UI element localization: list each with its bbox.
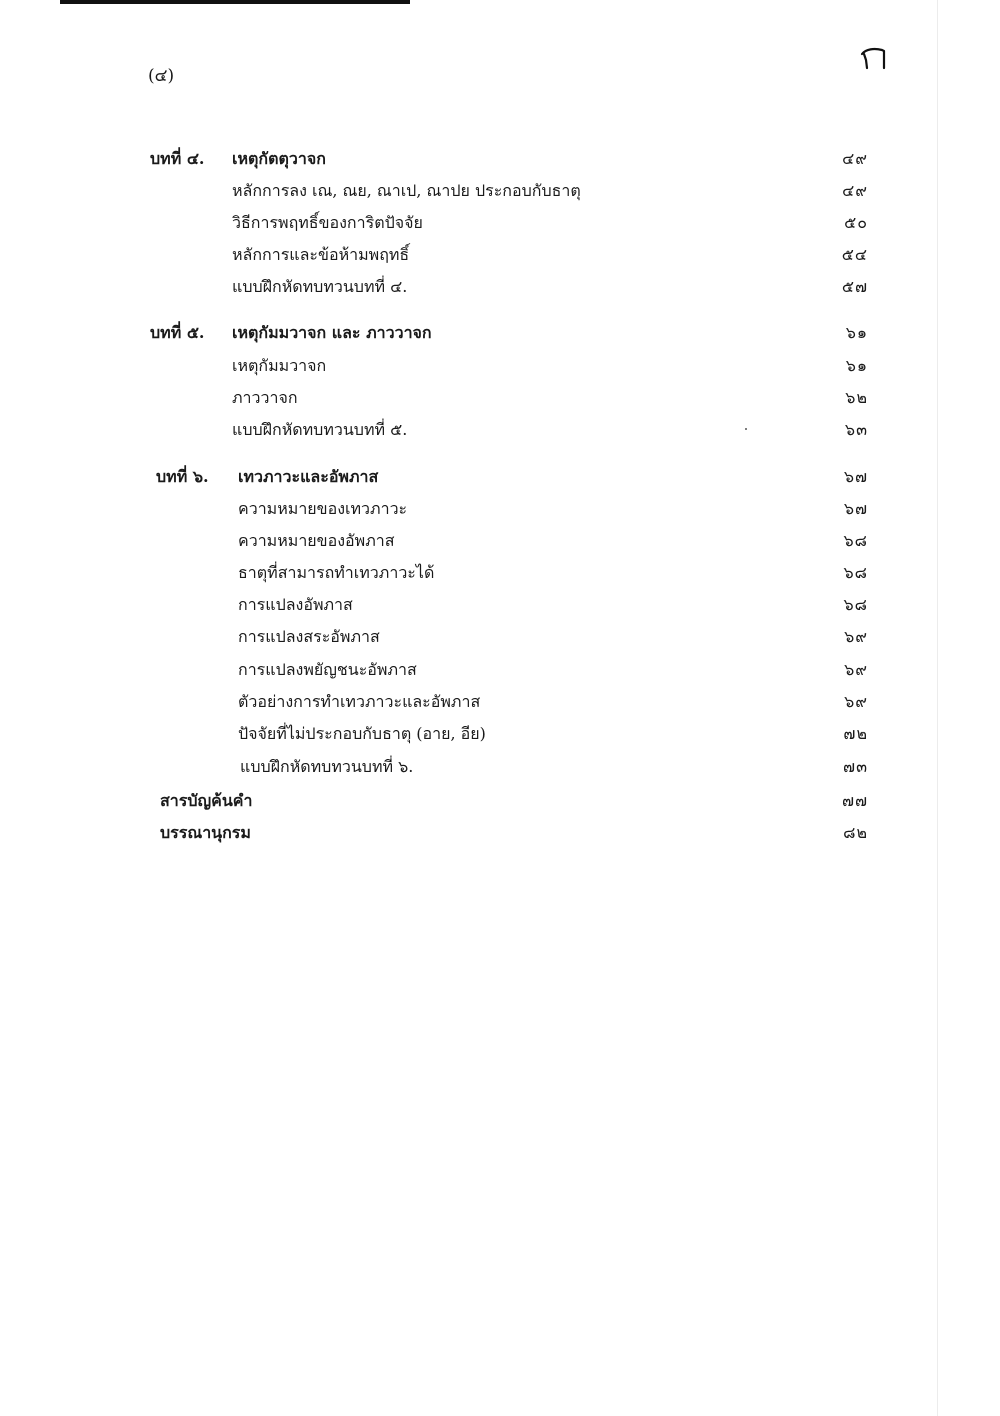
entry-title: การแปลงอัพภาส: [238, 595, 353, 614]
entry-title: ภาววาจก: [232, 388, 298, 407]
toc-entry: [0, 558, 1000, 588]
toc-entry: [0, 622, 1000, 652]
entry-title: การแปลงสระอัพภาส: [238, 627, 380, 646]
entry-title: สารบัญค้นคำ: [160, 791, 253, 810]
page-ref: ๖๑: [845, 323, 868, 342]
entry-title: ความหมายของเทวภาวะ: [238, 499, 408, 518]
chapter-title: เทวภาวะและอัพภาส: [238, 467, 379, 486]
toc-entry: [0, 351, 1000, 381]
toc-entry: [0, 240, 1000, 270]
entry-title: ความหมายของอัพภาส: [238, 531, 395, 550]
entry-title: หลักการและข้อห้ามพฤทธิ์: [232, 245, 410, 264]
toc-entry: [0, 272, 1000, 302]
entry-title: หลักการลง เณ, ณย, ณาเป, ณาปย ประกอบกับธาตุ: [232, 181, 581, 200]
toc-entry: [0, 719, 1000, 749]
page-ref: ๖๙: [844, 660, 868, 679]
page-ref: ๔๙: [842, 149, 868, 168]
toc-entry: [0, 526, 1000, 556]
toc-entry: [0, 590, 1000, 620]
page-ref: ๖๓: [844, 420, 868, 439]
chapter-label: บทที่ ๖.: [156, 467, 209, 486]
page-ref: ๖๘: [843, 595, 868, 614]
entry-title: ปัจจัยที่ไม่ประกอบกับธาตุ (อาย, อีย): [238, 724, 486, 743]
scan-speck: [745, 428, 747, 430]
page-ref: ๔๙: [842, 181, 868, 200]
toc-entry: [0, 655, 1000, 685]
page-ref: ๖๒: [845, 388, 868, 407]
page-number: (๔): [148, 66, 175, 86]
toc-entry: [0, 415, 1000, 445]
chapter-label: บทที่ ๕.: [150, 323, 205, 342]
page-ref: ๖๘: [843, 563, 868, 582]
entry-title: ตัวอย่างการทำเทวภาวะและอัพภาส: [238, 692, 481, 711]
page-ref: ๕๐: [844, 213, 868, 232]
entry-title: เหตุกัมมวาจก: [232, 356, 327, 375]
toc-entry: [0, 383, 1000, 413]
toc-entry: [0, 176, 1000, 206]
toc-chapter-4: [0, 144, 1000, 174]
entry-title: บรรณานุกรม: [160, 823, 251, 842]
entry-title: แบบฝึกหัดทบทวนบทที่ ๕.: [232, 420, 408, 439]
page-ref: ๕๗: [841, 277, 868, 296]
page-ref: ๖๑: [845, 356, 868, 375]
page-ref: ๖๙: [844, 627, 868, 646]
entry-title: การแปลงพยัญชนะอัพภาส: [238, 660, 417, 679]
toc-entry: [0, 752, 1000, 782]
entry-title: แบบฝึกหัดทบทวนบทที่ ๖.: [240, 757, 414, 776]
page-ref: ๖๘: [843, 531, 868, 550]
toc-entry: [0, 687, 1000, 717]
page-ref: ๗๒: [843, 724, 868, 743]
toc-chapter-6: [0, 462, 1000, 492]
chapter-label: บทที่ ๔.: [150, 149, 205, 168]
entry-title: ธาตุที่สามารถทำเทวภาวะได้: [238, 563, 435, 582]
page-ref: ๗๓: [843, 757, 868, 776]
page-ref: ๖๗: [843, 467, 868, 486]
toc-bibliography: [0, 818, 1000, 848]
toc-chapter-5: [0, 318, 1000, 348]
entry-title: แบบฝึกหัดทบทวนบทที่ ๔.: [232, 277, 408, 296]
page-ref: ๖๗: [843, 499, 868, 518]
toc-index: [0, 786, 1000, 816]
page-ref: ๗๗: [841, 791, 868, 810]
entry-title: วิธีการพฤทธิ์ของการิตปัจจัย: [232, 213, 423, 232]
chapter-title: เหตุกัมมวาจก และ ภาววาจก: [232, 323, 432, 342]
page-ref: ๘๒: [843, 823, 868, 842]
page-ref: ๖๙: [844, 692, 868, 711]
page-ref: ๕๔: [841, 245, 868, 264]
toc-entry: [0, 208, 1000, 238]
toc-entry: [0, 494, 1000, 524]
chapter-title: เหตุกัตตุวาจก: [232, 149, 326, 168]
